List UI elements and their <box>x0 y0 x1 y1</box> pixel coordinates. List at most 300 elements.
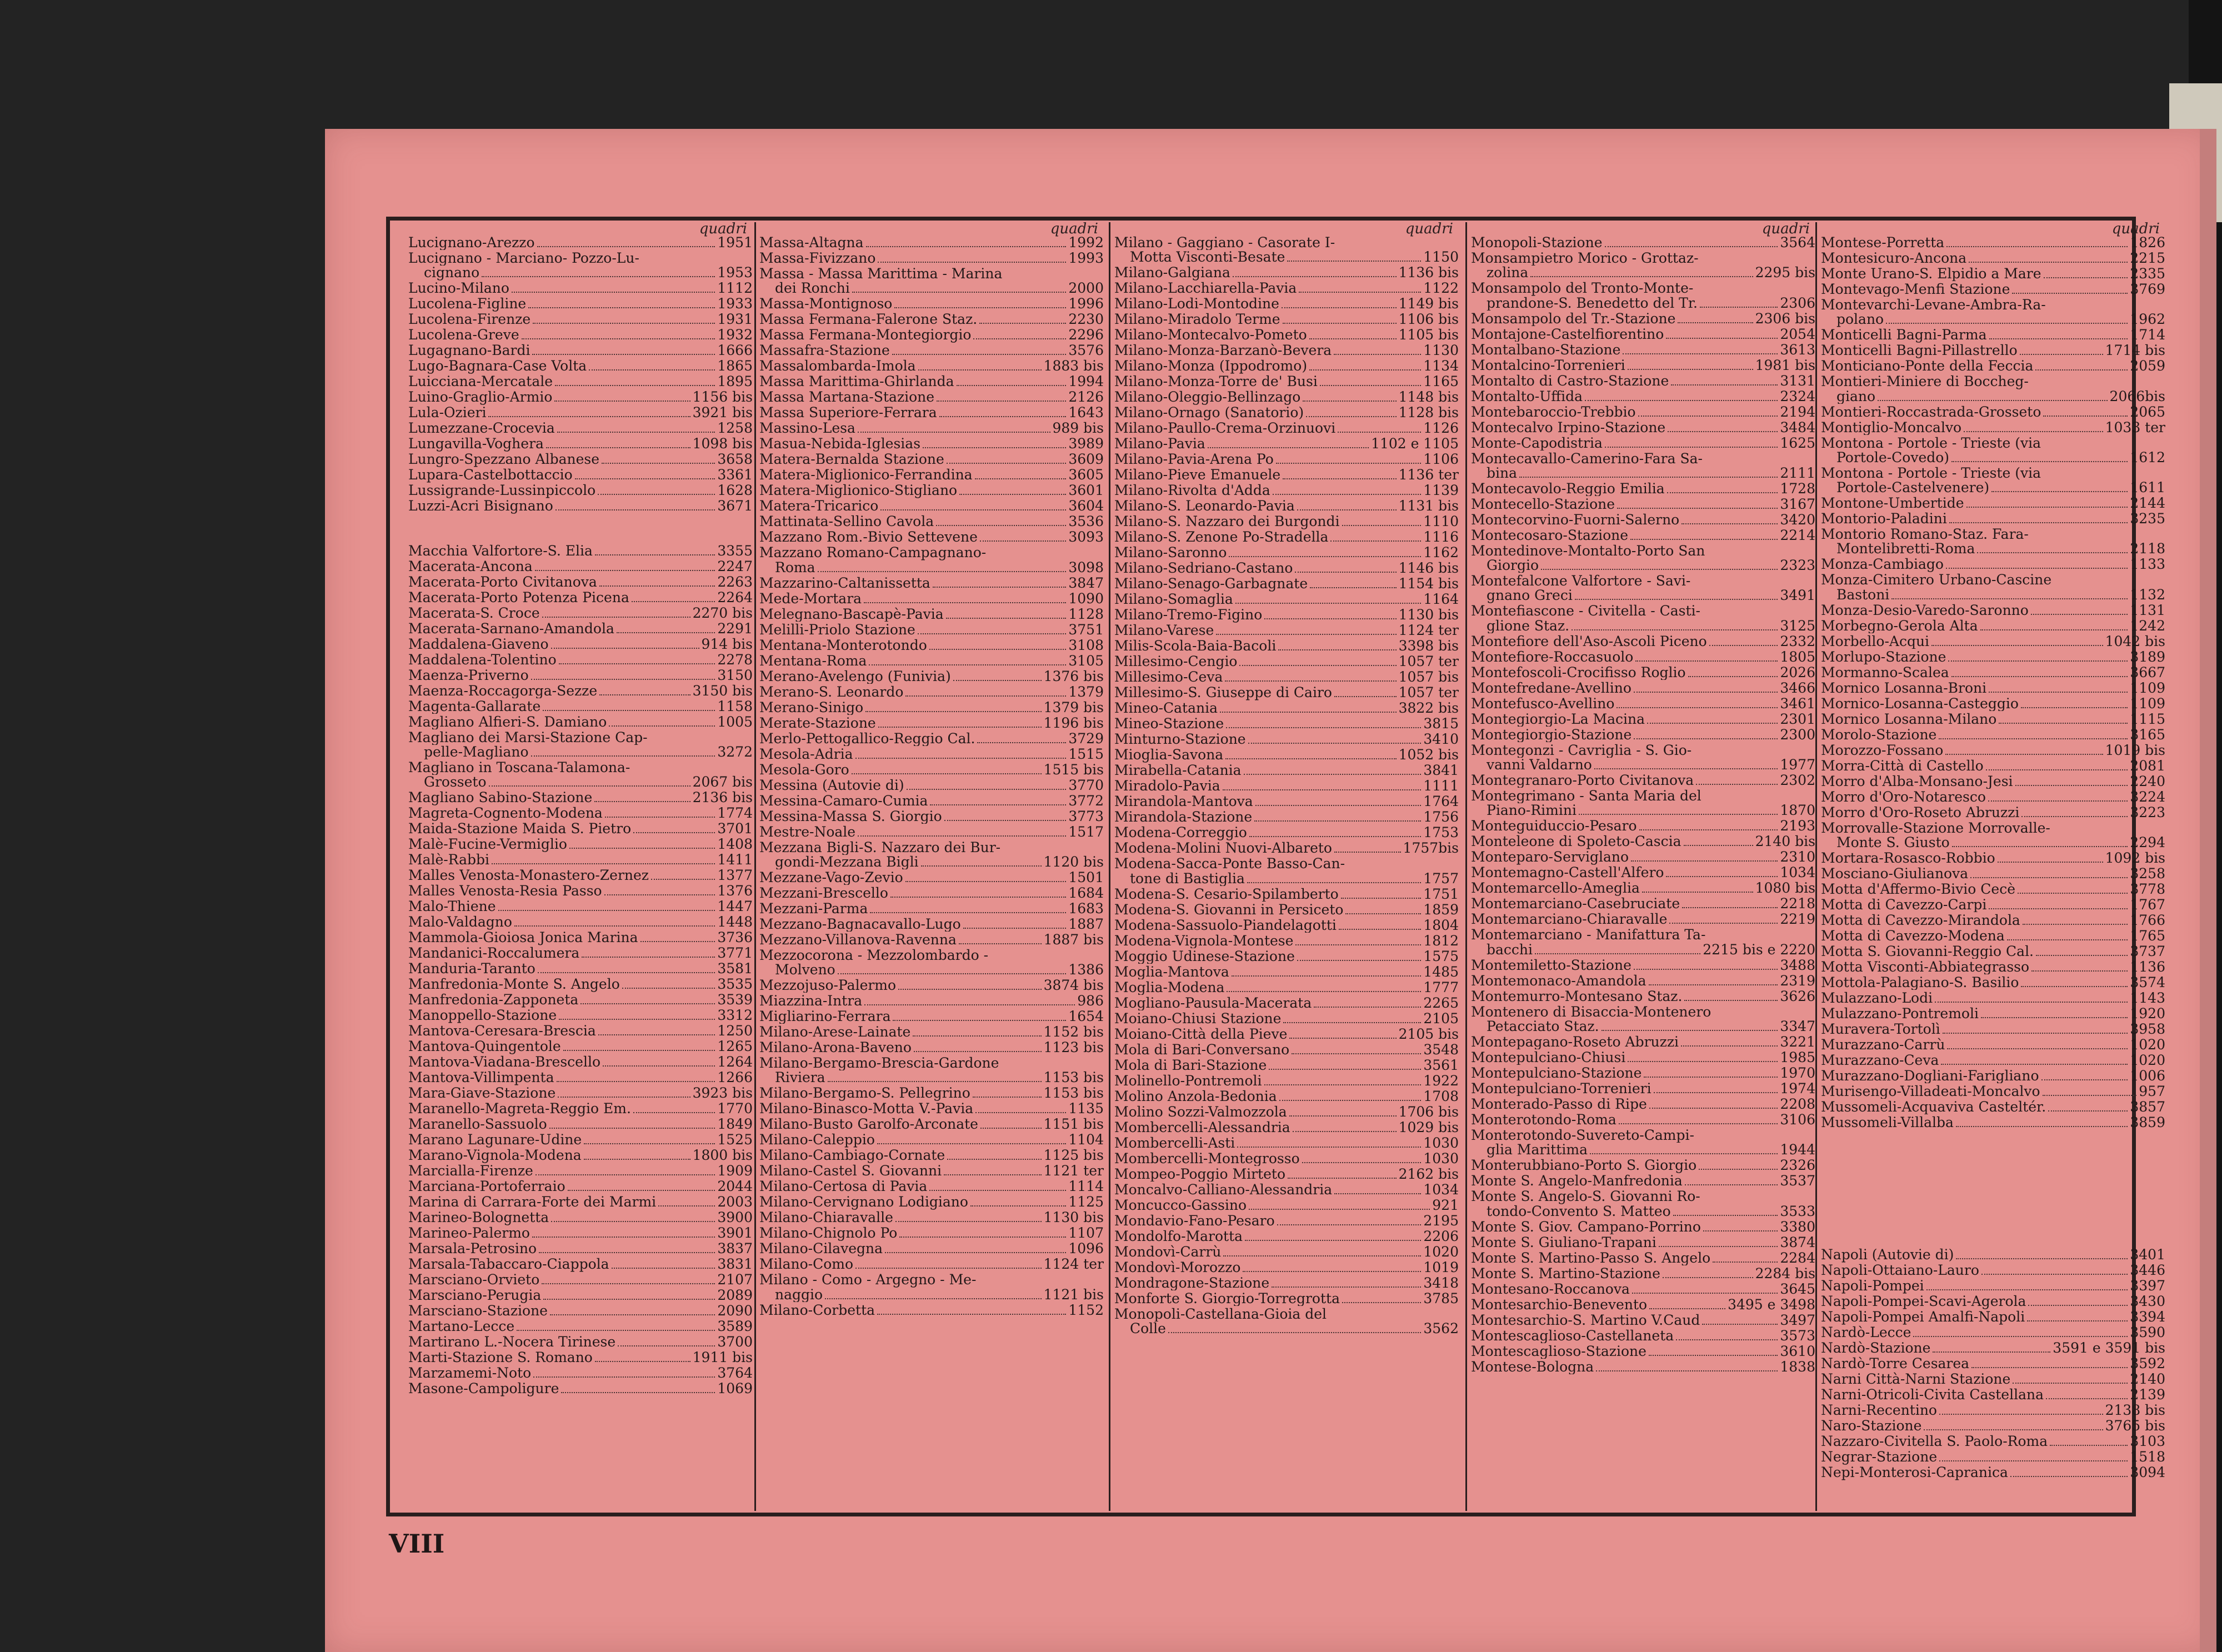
index-entry <box>759 390 1104 406</box>
leader-dots <box>1277 1224 1422 1225</box>
entry-name: Milano - Gaggiano - Casorate I- <box>1114 236 1335 251</box>
entry-number: 3671 <box>717 498 753 514</box>
leader-dots <box>1939 1460 2128 1461</box>
index-entry <box>408 775 753 790</box>
index-entry <box>1114 1276 1459 1291</box>
leader-dots <box>1334 696 1397 697</box>
index-entry <box>1114 701 1459 717</box>
entry-name: Monterotondo-Roma <box>1471 1112 1617 1128</box>
entry-number: 3604 <box>1068 498 1104 514</box>
entry-name: Mulazzano-Pontremoli <box>1821 1007 1979 1022</box>
index-entry <box>1471 1360 1815 1375</box>
leader-dots <box>1989 692 2128 693</box>
leader-dots <box>2012 293 2128 294</box>
index-entry <box>1821 1372 2165 1388</box>
index-entry <box>1471 958 1815 974</box>
entry-name: Narni-Recentino <box>1821 1403 1937 1418</box>
entry-number: 3536 <box>1068 513 1104 530</box>
leader-dots <box>930 804 1066 805</box>
entry-name: Maddalena-Giaveno <box>408 637 549 652</box>
index-entry <box>408 468 753 483</box>
entry-name: Murazzano-Carrù <box>1821 1038 1945 1053</box>
entry-name: Moiano-Chiusi Stazione <box>1114 1011 1282 1026</box>
leader-dots <box>599 585 715 587</box>
leader-dots <box>855 1268 1042 1269</box>
entry-number: 1895 <box>717 373 753 390</box>
entry-number: 1751 <box>1423 885 1459 902</box>
entry-name: Masua-Nebida-Iglesias <box>759 437 921 452</box>
entry-number: 1962 <box>2130 311 2165 328</box>
leader-dots <box>2035 369 2128 371</box>
entry-name: Lucolena-Figline <box>408 297 527 312</box>
leader-dots <box>1991 491 2128 492</box>
leader-dots <box>973 1097 1042 1098</box>
leader-dots <box>979 323 1066 324</box>
index-entry <box>408 606 753 622</box>
entry-number: 1104 <box>1068 1132 1104 1148</box>
blank-row <box>408 529 753 544</box>
leader-dots <box>554 401 690 402</box>
entry-name: Masone-Campoligure <box>408 1381 559 1396</box>
index-entry <box>1114 1058 1459 1074</box>
entry-number: 2247 <box>717 558 753 574</box>
entry-name: Montescaglioso-Castellaneta <box>1471 1328 1674 1343</box>
index-entry <box>1114 1136 1459 1152</box>
leader-dots <box>598 494 715 495</box>
leader-dots <box>865 711 1041 712</box>
leader-dots <box>1981 1274 2128 1275</box>
index-entry <box>759 809 1104 825</box>
leader-dots <box>1926 1289 2128 1290</box>
entry-number: 3430 <box>2130 1293 2165 1310</box>
entry-name: Montemiletto-Stazione <box>1471 958 1632 973</box>
entry-number: 3610 <box>1780 1343 1815 1359</box>
entry-name: Massafra-Stazione <box>759 343 890 358</box>
entry-name: Manfredonia-Zapponeta <box>408 993 579 1008</box>
entry-number: 1165 <box>1423 373 1459 390</box>
index-entry <box>1471 1282 1815 1298</box>
blank-row <box>1821 1131 2165 1145</box>
entry-number: 1128 bis <box>1398 404 1459 421</box>
index-entry <box>759 763 1104 778</box>
entry-number: 3272 <box>717 744 753 760</box>
leader-dots <box>1998 862 2103 863</box>
entry-name: Massalombarda-Imola <box>759 359 916 374</box>
index-entry <box>1471 405 1815 420</box>
entry-number: 1264 <box>717 1054 753 1070</box>
entry-name: Milano-Pieve Emanuele <box>1114 468 1281 483</box>
entry-number: 1805 <box>1780 648 1815 665</box>
entry-name: Mezzocorona - Mezzolombardo - <box>759 948 989 963</box>
leader-dots <box>1289 1038 1396 1039</box>
entry-number: 3590 <box>2130 1324 2165 1341</box>
index-entry <box>1114 390 1459 406</box>
entry-name: Milano-Pavia-Arena Po <box>1114 452 1274 467</box>
index-entry <box>1471 1344 1815 1360</box>
entry-number: 1122 <box>1423 280 1459 297</box>
index-entry <box>1471 850 1815 865</box>
leader-dots <box>542 1283 715 1284</box>
entry-number: 1770 <box>717 1100 753 1117</box>
leader-dots <box>1295 572 1396 573</box>
entry-number: 1052 bis <box>1398 747 1459 763</box>
entry-number: 3488 <box>1780 957 1815 973</box>
leader-dots <box>2048 1110 2128 1112</box>
leader-dots <box>1302 1162 1422 1163</box>
blank-row <box>1821 1189 2165 1204</box>
entry-name: Mesola-Goro <box>759 762 849 777</box>
entry-number: 2332 <box>1780 633 1815 649</box>
entry-name: Montelibretti-Roma <box>1836 542 1975 557</box>
leader-dots <box>1288 1178 1397 1179</box>
entry-number: 1136 <box>2130 959 2165 975</box>
entry-name: Montefusco-Avellino <box>1471 696 1615 712</box>
index-entry <box>1821 1294 2165 1310</box>
leader-dots <box>1634 692 1778 693</box>
leader-dots <box>2021 816 2128 817</box>
leader-dots <box>878 262 1066 263</box>
leader-dots <box>488 416 690 417</box>
entry-name: Milano-Montecalvo-Pometo <box>1114 328 1307 343</box>
index-entry <box>1114 996 1459 1012</box>
index-entry <box>408 790 753 806</box>
entry-name: Murazzano-Dogliani-Farigliano <box>1821 1069 2039 1084</box>
entry-number: 3874 bis <box>1043 977 1104 994</box>
entry-name: Lungro-Spezzano Albanese <box>408 452 600 467</box>
index-entry <box>1821 991 2165 1007</box>
entry-number: 2284 bis <box>1755 1265 1815 1281</box>
entry-number: 1196 bis <box>1043 714 1104 731</box>
leader-dots <box>957 385 1067 386</box>
index-entry <box>408 837 753 853</box>
entry-name: Massa Fermana-Montegiorgio <box>759 328 972 343</box>
leader-dots <box>975 478 1067 479</box>
index-entry <box>1471 619 1815 634</box>
entry-number: 3958 <box>2130 1021 2165 1038</box>
entry-name: Mottola-Palagiano-S. Basilio <box>1821 975 2019 990</box>
leader-dots <box>557 1081 715 1082</box>
index-entry <box>408 853 753 868</box>
index-entry <box>759 328 1104 343</box>
leader-dots <box>2023 924 2128 925</box>
entry-number: 1377 <box>717 867 753 884</box>
index-entry <box>1821 405 2165 420</box>
leader-dots <box>818 571 1067 572</box>
index-entry <box>1114 1074 1459 1089</box>
column-header: quadri <box>1761 222 1810 237</box>
leader-dots <box>1949 522 2128 523</box>
entry-number: 1120 bis <box>1043 853 1104 870</box>
entry-number: 1764 <box>1423 793 1459 810</box>
index-entry <box>759 732 1104 747</box>
leader-dots <box>1244 774 1422 775</box>
index-entry <box>1471 296 1815 312</box>
leader-dots <box>1530 276 1753 277</box>
index-entry <box>1114 437 1459 452</box>
leader-dots <box>2046 1398 2128 1399</box>
entry-name: Monsampietro Morico - Grottaz- <box>1471 251 1699 266</box>
index-entry <box>1821 1022 2165 1038</box>
index-entry <box>1471 544 1815 558</box>
index-entry <box>1471 574 1815 588</box>
leader-dots <box>2044 277 2128 278</box>
entry-name: Matera-Bernalda Stazione <box>759 452 944 467</box>
entry-name: Monte S. Giuliano-Trapani <box>1471 1235 1657 1250</box>
leader-dots <box>1264 1084 1422 1085</box>
index-entry <box>759 421 1104 437</box>
entry-name: Montemonaco-Amandola <box>1471 973 1647 988</box>
entry-name: zolina <box>1487 266 1529 281</box>
index-entry <box>1471 588 1815 604</box>
entry-name: Lungavilla-Voghera <box>408 437 544 452</box>
entry-name: Negrar-Stazione <box>1821 1450 1938 1465</box>
leader-dots <box>2020 354 2103 355</box>
leader-dots <box>539 1252 715 1253</box>
index-entry <box>1471 803 1815 819</box>
entry-number: 1258 <box>717 420 753 437</box>
entry-name: Montemurro-Montesano Staz. <box>1471 989 1683 1004</box>
entry-number: 1931 <box>717 311 753 328</box>
index-entry <box>1471 789 1815 803</box>
index-entry <box>408 1117 753 1133</box>
entry-number: 1666 <box>717 342 753 359</box>
leader-dots <box>622 988 715 989</box>
entry-name: Mortara-Rosasco-Robbio <box>1821 851 1995 866</box>
entry-number: 1887 bis <box>1043 931 1104 948</box>
entry-number: 1110 <box>1423 513 1459 530</box>
entry-name: Lucignano - Marciano- Pozzo-Lu- <box>408 251 639 266</box>
entry-number: 3150 <box>717 667 753 683</box>
index-column-3 <box>1114 222 1459 1511</box>
index-entry <box>1821 343 2165 359</box>
leader-dots <box>1617 707 1778 708</box>
index-entry <box>1114 918 1459 934</box>
leader-dots <box>1639 829 1778 830</box>
entry-name: Malè-Rabbi <box>408 853 490 868</box>
index-entry <box>1471 466 1815 482</box>
leader-dots <box>1320 385 1422 386</box>
index-entry <box>759 1009 1104 1025</box>
column-header: quadri <box>2111 222 2160 237</box>
entry-name: Mirandola-Mantova <box>1114 794 1253 809</box>
leader-dots <box>543 710 715 711</box>
entry-name: Milano-Lodi-Montodine <box>1114 297 1279 312</box>
leader-dots <box>852 292 1067 293</box>
entry-name: Monticiano-Ponte della Feccia <box>1821 359 2034 374</box>
entry-name: Mormanno-Scalea <box>1821 665 1949 680</box>
index-entry <box>1114 468 1459 483</box>
index-entry <box>1471 912 1815 928</box>
entry-name: Motta S. Giovanni-Reggio Cal. <box>1821 944 2034 959</box>
entry-name: Montefoscoli-Crocifisso Roglio <box>1471 665 1686 680</box>
entry-number: 1092 bis <box>2105 850 2165 867</box>
index-entry <box>759 297 1104 312</box>
entry-number: 2136 bis <box>692 789 753 806</box>
entry-name: Monforte S. Giorgio-Torregrotta <box>1114 1291 1340 1306</box>
entry-name: Morra-Città di Castello <box>1821 758 1984 774</box>
entry-name: Mondavio-Fano-Pesaro <box>1114 1213 1275 1228</box>
index-entry <box>1471 1329 1815 1344</box>
entry-number: 1974 <box>1780 1080 1815 1097</box>
leader-dots <box>2013 1383 2128 1384</box>
index-entry <box>408 1210 753 1226</box>
leader-dots <box>946 618 1067 619</box>
leader-dots <box>1947 1048 2128 1049</box>
leader-dots <box>1971 1367 2128 1368</box>
entry-number: 2140 <box>2130 1371 2165 1388</box>
leader-dots <box>2031 970 2128 972</box>
entry-name: Montedinove-Montalto-Porto San <box>1471 543 1705 559</box>
index-entry <box>759 1195 1104 1210</box>
entry-number: 3921 bis <box>692 404 753 421</box>
entry-number: 3815 <box>1423 715 1459 732</box>
entry-name: Modena-Sassuolo-Piandelagotti <box>1114 918 1337 933</box>
entry-name: Martirano L.-Nocera Tirinese <box>408 1335 616 1350</box>
entry-name: Milano-Como <box>759 1257 854 1272</box>
leader-dots <box>2028 1305 2128 1306</box>
leader-dots <box>970 1205 1066 1207</box>
entry-number: 1106 bis <box>1398 311 1459 328</box>
entry-name: Massa Fermana-Falerone Staz. <box>759 312 978 327</box>
index-entry <box>1821 1465 2165 1481</box>
leader-dots <box>2015 785 2128 786</box>
leader-dots <box>559 663 715 664</box>
leader-dots <box>1681 1045 1778 1047</box>
entry-number: 3535 <box>717 976 753 993</box>
entry-name: Marsala-Petrosino <box>408 1241 537 1256</box>
entry-number: 3461 <box>1780 695 1815 712</box>
index-entry <box>408 1381 753 1397</box>
column-header: quadri <box>1405 222 1453 237</box>
entry-number: 2118 <box>2130 540 2165 557</box>
index-entry <box>759 576 1104 592</box>
index-entry <box>1821 913 2165 929</box>
leader-dots <box>1956 1258 2128 1259</box>
entry-name: Manoppello-Stazione <box>408 1008 557 1023</box>
entry-number: 1019 <box>1423 1259 1459 1275</box>
index-entry <box>1471 251 1815 266</box>
entry-number: 3394 <box>2130 1309 2165 1325</box>
leader-dots <box>1946 568 2128 569</box>
index-entry <box>759 669 1104 685</box>
entry-number: 3131 <box>1780 372 1815 389</box>
entry-number: 2195 <box>1423 1212 1459 1229</box>
index-column-5 <box>1821 222 2165 1511</box>
entry-name: Malo-Valdagno <box>408 915 512 930</box>
entry-name: Mandanici-Roccalumera <box>408 946 580 961</box>
entry-number: 2324 <box>1780 388 1815 404</box>
index-entry <box>1471 1158 1815 1174</box>
entry-name: Lupara-Castelbottaccio <box>408 468 573 483</box>
entry-name: Magenta-Gallarate <box>408 699 541 714</box>
index-entry <box>408 1335 753 1350</box>
index-entry <box>408 962 753 977</box>
entry-name: Milano-S. Nazzaro dei Burgondi <box>1114 514 1340 529</box>
entry-name: Modena-Vignola-Montese <box>1114 933 1294 948</box>
entry-name: Mattinata-Sellino Cavola <box>759 514 934 529</box>
index-entry <box>408 745 753 760</box>
entry-name: Massa-Fivizzano <box>759 251 876 266</box>
entry-name: Motta di Cavezzo-Carpi <box>1821 898 1987 913</box>
leader-dots <box>1345 913 1421 914</box>
leader-dots <box>1666 876 1778 877</box>
index-entry <box>408 374 753 390</box>
entry-name: Mogliano-Pausula-Macerata <box>1114 995 1312 1010</box>
leader-dots <box>1225 758 1396 759</box>
entry-number: 3562 <box>1423 1320 1459 1336</box>
index-entry <box>1821 374 2165 389</box>
entry-name: Milano-Monza-Barzanò-Bevera <box>1114 343 1332 358</box>
blank-row <box>1821 1160 2165 1175</box>
index-entry <box>759 530 1104 545</box>
index-entry <box>1471 528 1815 544</box>
entry-name: Montorio-Paladini <box>1821 512 1947 527</box>
entry-name: Grosseto <box>424 775 487 790</box>
index-entry <box>1821 480 2165 496</box>
entry-number: 3822 bis <box>1398 700 1459 717</box>
entry-number: 2335 <box>2130 266 2165 282</box>
entry-name: Muravera-Tortolì <box>1821 1022 1940 1037</box>
index-entry <box>1471 665 1815 681</box>
index-entry <box>1471 266 1815 281</box>
leader-dots <box>575 478 715 479</box>
entry-name: Modena-S. Cesario-Spilamberto <box>1114 887 1339 902</box>
entry-number: 1121 bis <box>1043 1286 1104 1303</box>
leader-dots <box>895 1221 1042 1222</box>
entry-name: Moggio Udinese-Stazione <box>1114 949 1295 964</box>
entry-number: 3901 <box>717 1225 753 1241</box>
index-entry <box>408 406 753 421</box>
leader-dots <box>551 648 699 649</box>
leader-dots <box>546 447 690 448</box>
entry-name: Marsciano-Perugia <box>408 1288 542 1303</box>
leader-dots <box>1293 1131 1397 1132</box>
entry-number: 1123 bis <box>1043 1039 1104 1056</box>
leader-dots <box>492 863 715 864</box>
entry-name: Montalcino-Torrenieri <box>1471 358 1625 373</box>
entry-number: 1107 <box>1068 1225 1104 1241</box>
entry-name: Montemarciano - Manifattura Ta- <box>1471 928 1706 943</box>
index-entry <box>1114 421 1459 437</box>
leader-dots <box>923 447 1066 448</box>
entry-name: Motta Visconti-Besate <box>1130 250 1285 265</box>
leader-dots <box>1649 1355 1778 1356</box>
entry-name: Mola di Bari-Conversano <box>1114 1042 1290 1057</box>
index-entry <box>1471 712 1815 728</box>
index-entry <box>1821 712 2165 728</box>
entry-name: Milano-Somaglia <box>1114 592 1233 607</box>
index-entry <box>1471 634 1815 650</box>
leader-dots <box>977 742 1066 743</box>
entry-number: 3773 <box>1068 808 1104 824</box>
entry-number: 1575 <box>1423 948 1459 964</box>
leader-dots <box>864 1004 1075 1005</box>
entry-name: Mezzana Bigli-S. Nazzaro dei Bur- <box>759 840 1001 855</box>
leader-dots <box>658 1205 715 1207</box>
entry-name: Magliano in Toscana-Talamona- <box>408 760 630 775</box>
entry-number: 2000 <box>1068 280 1104 297</box>
index-entry <box>408 1288 753 1304</box>
leader-dots <box>1631 860 1778 862</box>
leader-dots <box>929 1190 1066 1191</box>
entry-name: Melegnano-Bascapè-Pavia <box>759 607 944 622</box>
entry-number: 1133 <box>2130 556 2165 573</box>
leader-dots <box>2043 1095 2137 1096</box>
index-entry <box>1821 312 2165 328</box>
leader-dots <box>2021 986 2128 987</box>
index-entry <box>408 1226 753 1241</box>
entry-number: 3361 <box>717 467 753 483</box>
